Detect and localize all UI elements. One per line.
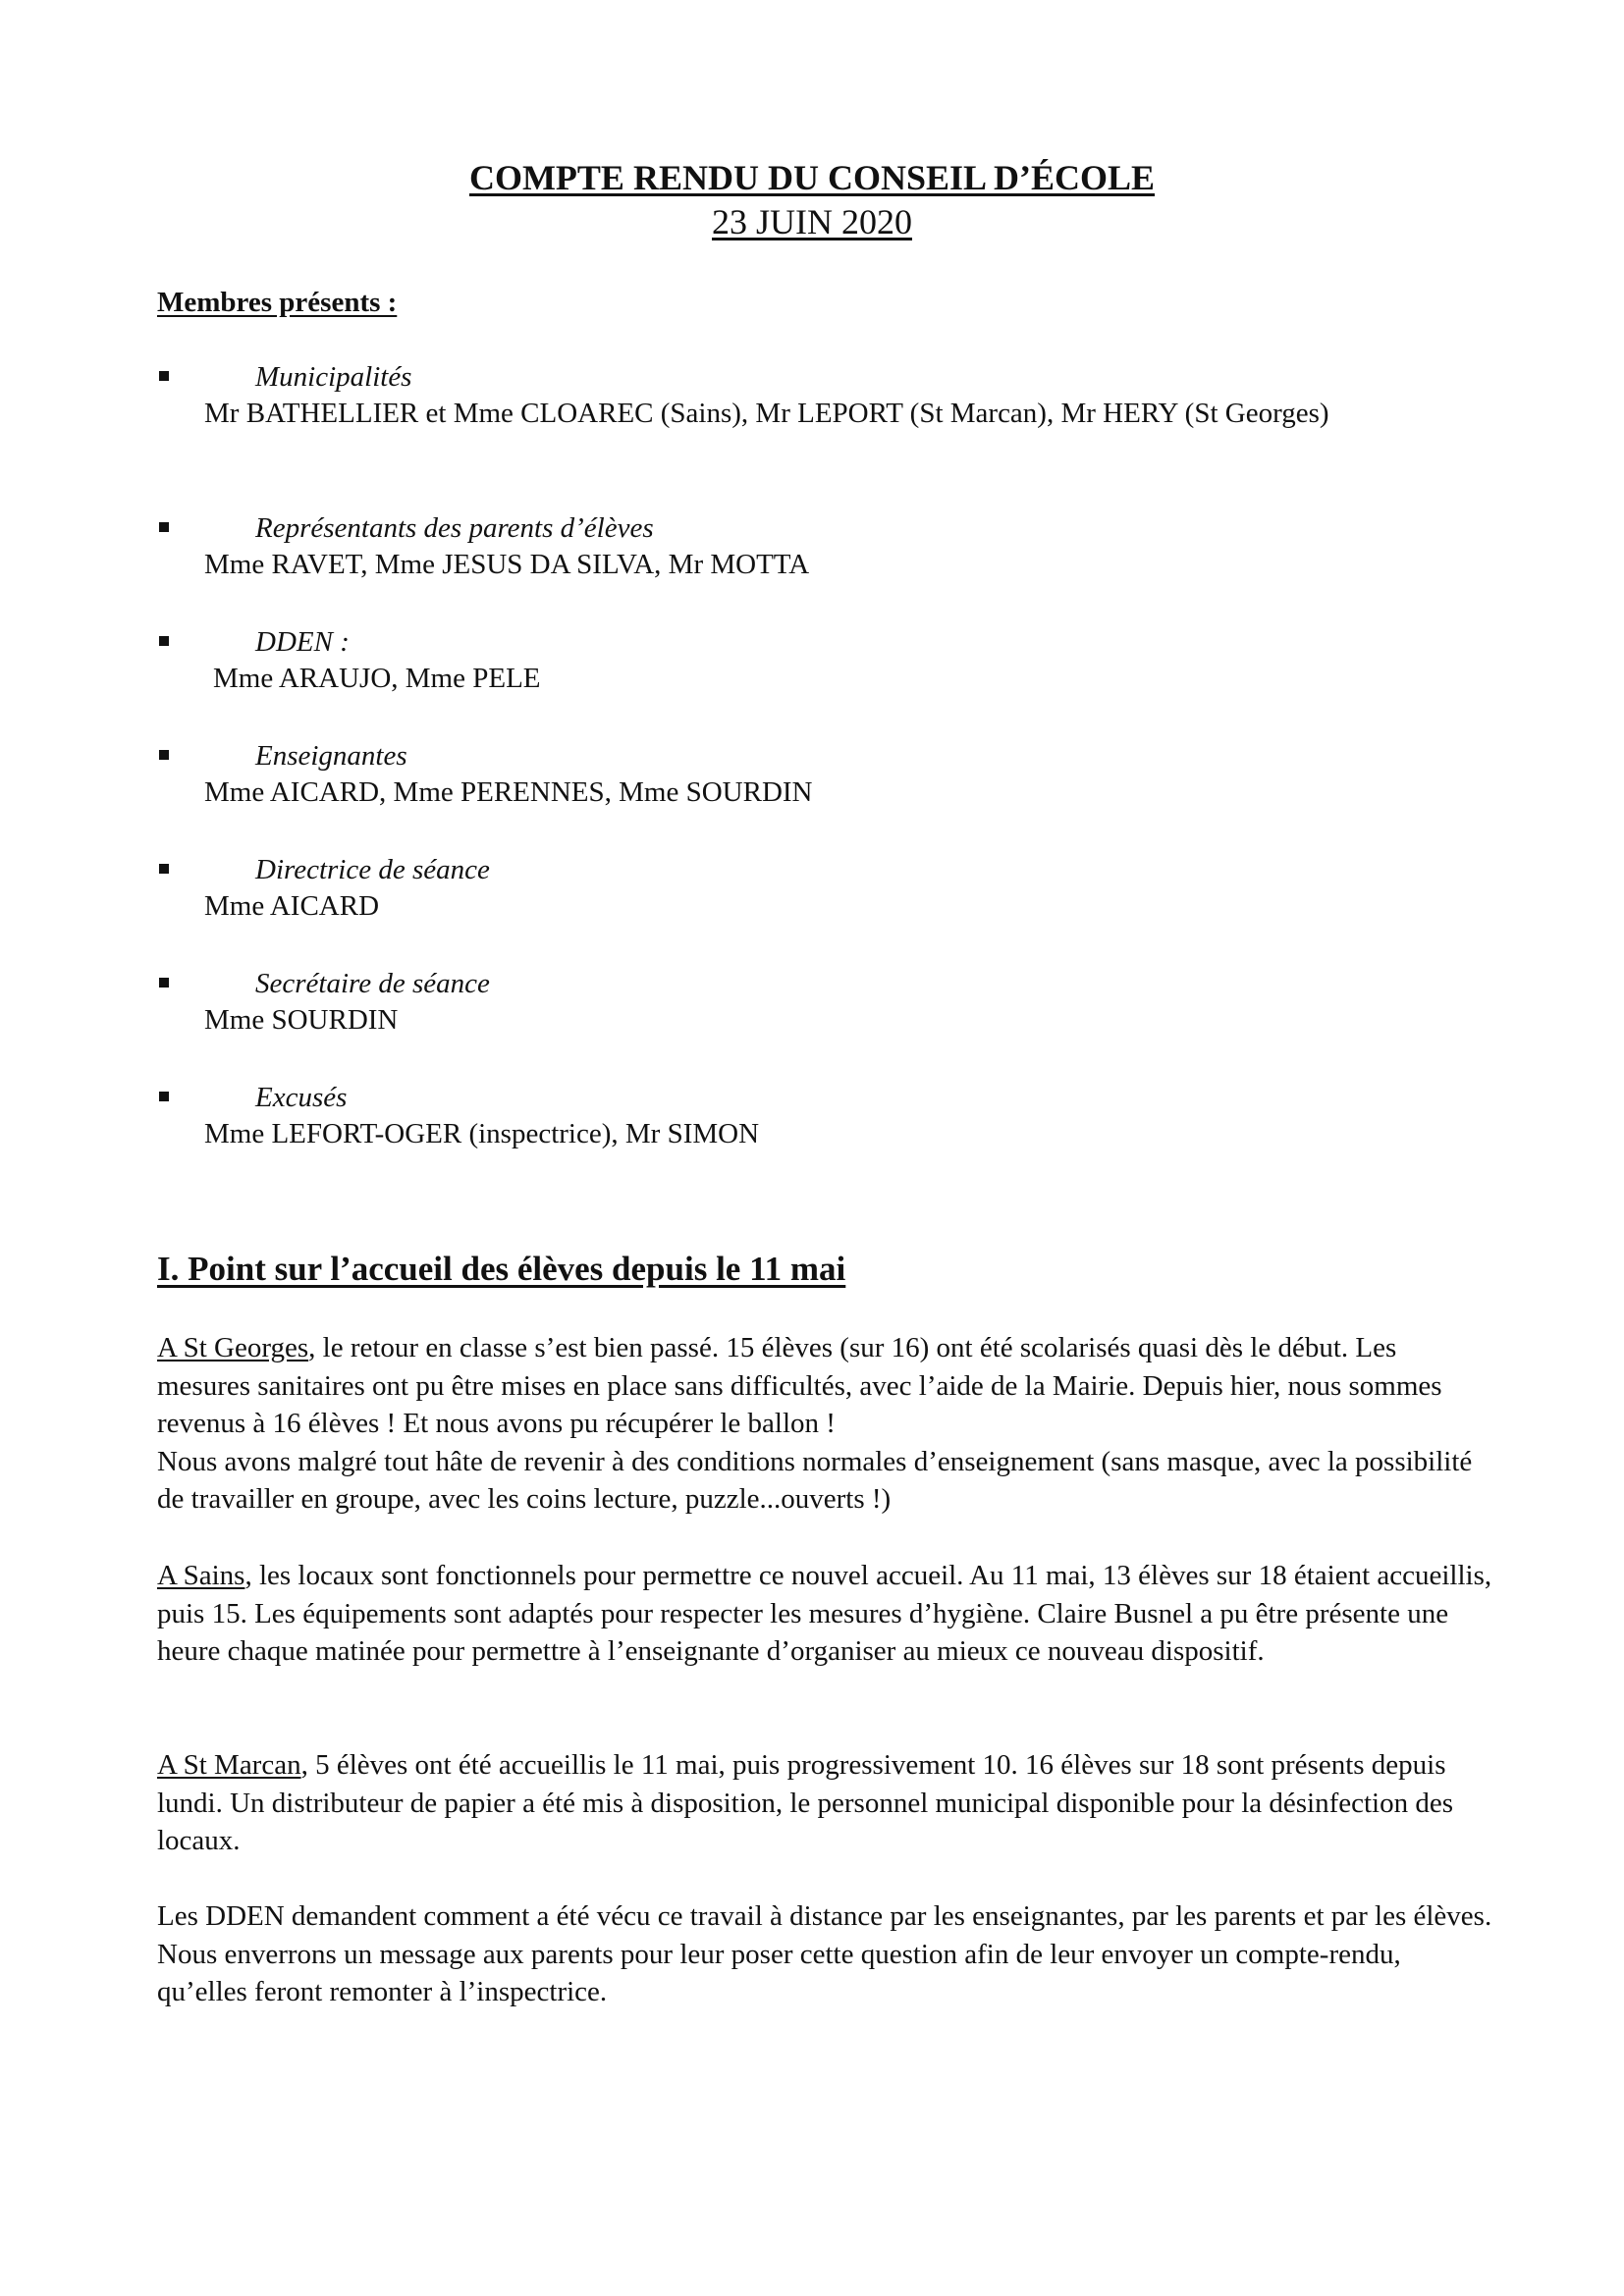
member-role: DDEN :: [255, 626, 350, 658]
paragraph-text: , 5 élèves ont été accueillis le 11 mai, puis progressivement 10. 16 élèves sur 18 sont présents depuis lundi. Un distributeur de papier a été mis à disposition, le personnel municipal disponible pour la désinfection des locaux.: [157, 1749, 1454, 1856]
member-names: Mme AICARD, Mme PERENNES, Mme SOURDIN: [204, 776, 813, 808]
member-names: Mr BATHELLIER et Mme CLOAREC (Sains), Mr LEPORT (St Marcan), Mr HERY (St Georges): [204, 398, 1329, 429]
bullet-icon: [159, 636, 169, 646]
section-heading: I. Point sur l’accueil des élèves depuis le 11 mai: [157, 1250, 846, 1288]
paragraph-text: , les locaux sont fonctionnels pour permettre ce nouvel accueil. Au 11 mai, 13 élèves sur 18 étaient accueillis, puis 15. Les équipements sont adaptés pour respecter les mesures d’hygiène. Claire Busnel a pu être présente une heure chaque matinée pour permettre à l’enseignante d’organiser au mieux ce nouveau dispositif.: [157, 1560, 1492, 1667]
member-names: Mme ARAUJO, Mme PELE: [213, 663, 541, 694]
place-name: A Sains: [157, 1560, 245, 1591]
paragraph-st-georges: [157, 1329, 1492, 1519]
member-role: Enseignantes: [255, 740, 407, 772]
bullet-icon: [159, 371, 169, 381]
member-role: Secrétaire de séance: [255, 968, 490, 999]
document-title: COMPTE RENDU DU CONSEIL D’ÉCOLE: [468, 158, 1156, 197]
members-heading: Membres présents :: [157, 287, 398, 318]
member-names: Mme LEFORT-OGER (inspectrice), Mr SIMON: [204, 1118, 760, 1149]
bullet-icon: [159, 522, 169, 532]
place-name: A St Georges: [157, 1332, 309, 1363]
member-role: Excusés: [255, 1082, 348, 1113]
paragraph-dden: [157, 1897, 1492, 2011]
member-role: Municipalités: [255, 361, 412, 393]
member-role: Représentants des parents d’élèves: [255, 512, 654, 544]
bullet-icon: [159, 750, 169, 760]
bullet-icon: [159, 978, 169, 988]
paragraph-sains: [157, 1557, 1492, 1671]
bullet-icon: [159, 864, 169, 874]
paragraph-text: , le retour en classe s’est bien passé. 15 élèves (sur 16) ont été scolarisés quasi dès le début. Les mesures sanitaires ont pu être mises en place sans difficultés, avec l’aide de la Mairie. Depuis hier, nous sommes revenus à 16 élèves ! Et nous avons pu récupérer le ballon !: [157, 1332, 1442, 1439]
member-names: Mme AICARD: [204, 890, 380, 922]
paragraph-text: Nous avons malgré tout hâte de revenir à des conditions normales d’enseignement (sans masque, avec la possibilité de travailler en groupe, avec les coins lecture, puzzle...ouverts !): [157, 1445, 1473, 1515]
document-date: 23 JUIN 2020: [712, 202, 912, 241]
paragraph-text: Les DDEN demandent comment a été vécu ce travail à distance par les enseignantes, par les parents et par les élèves. Nous enverrons un message aux parents pour leur poser cette question afin de leur envoyer un compte-rendu, qu’elles feront remonter à l’inspectrice.: [157, 1900, 1492, 2007]
member-names: Mme RAVET, Mme JESUS DA SILVA, Mr MOTTA: [204, 549, 810, 580]
place-name: A St Marcan: [157, 1749, 301, 1781]
member-role: Directrice de séance: [255, 854, 490, 885]
member-names: Mme SOURDIN: [204, 1004, 399, 1036]
bullet-icon: [159, 1092, 169, 1101]
paragraph-st-marcan: [157, 1746, 1492, 1860]
